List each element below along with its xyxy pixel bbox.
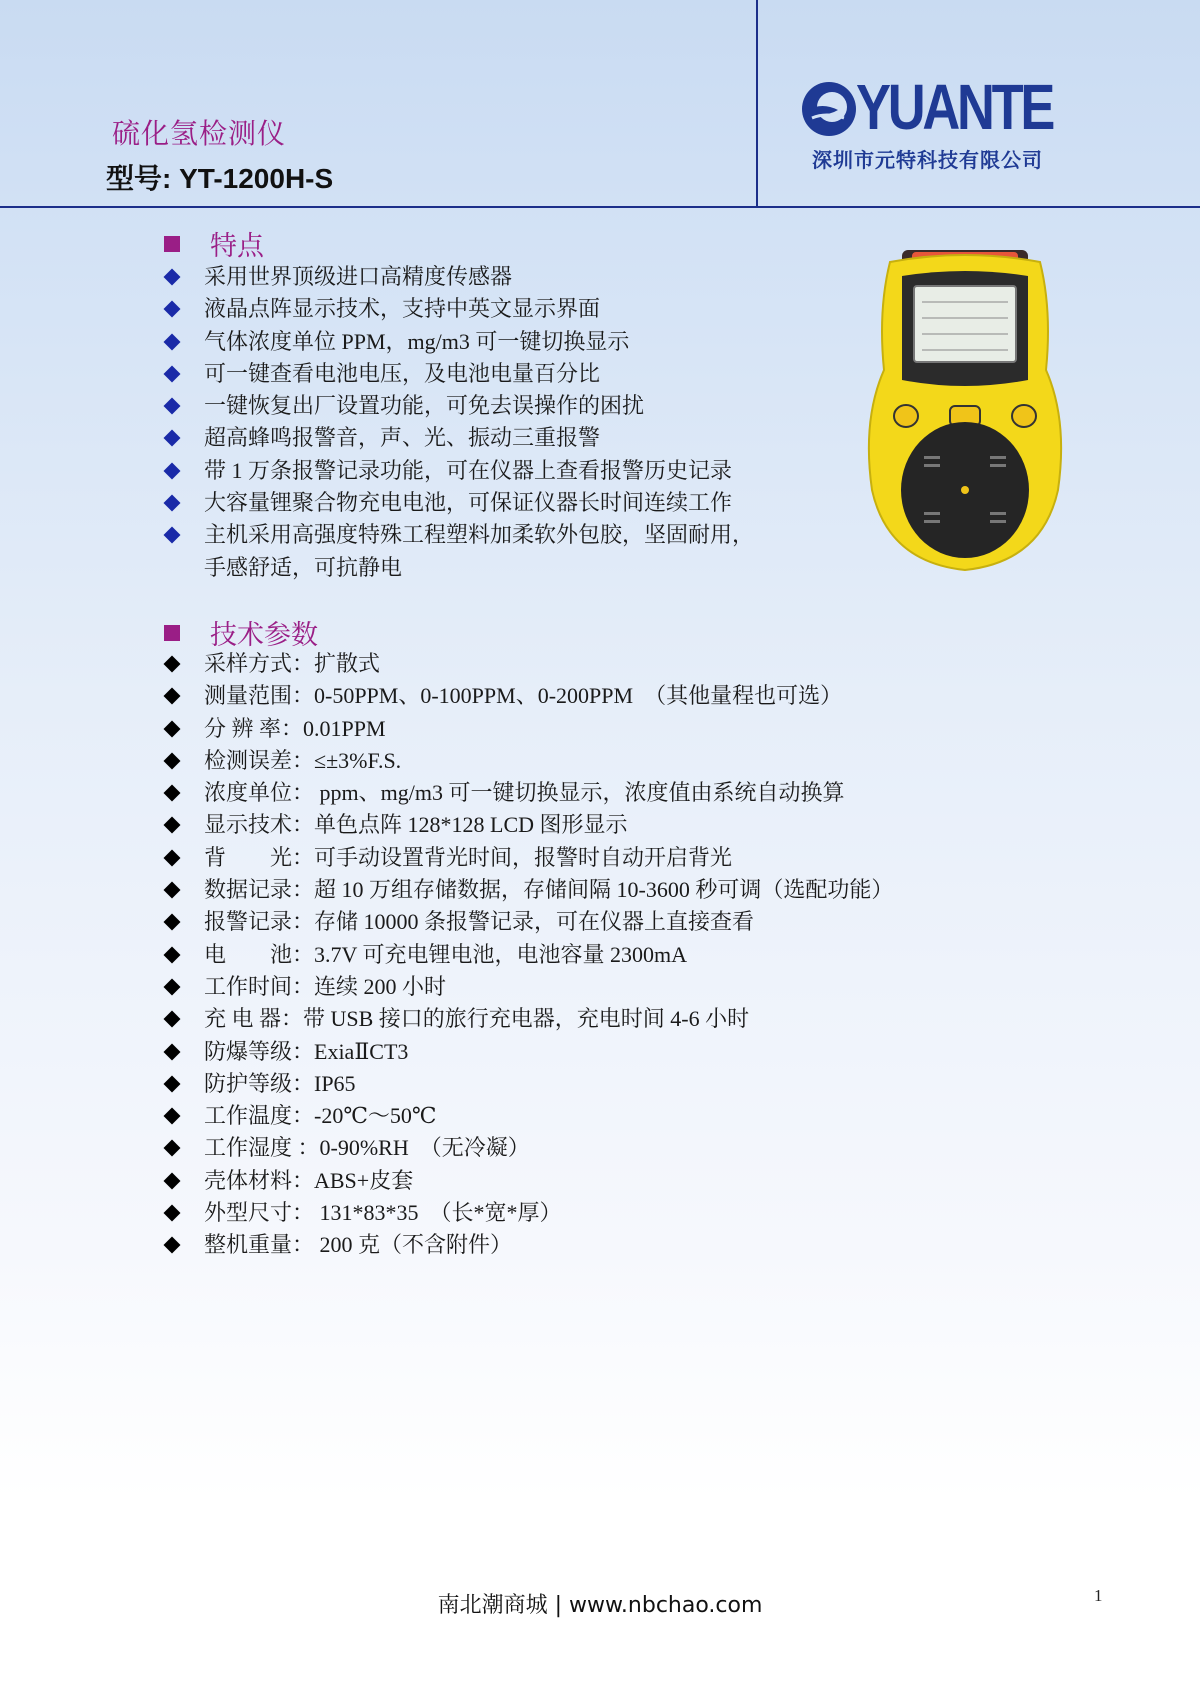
features-list [164,261,754,584]
diamond-bullet-icon [164,914,181,931]
spec-item: 浓度单位： ppm、mg/m3 可一键切换显示，浓度值由系统自动换算 [164,777,893,809]
spec-item: 防护等级：IP65 [164,1068,893,1100]
diamond-bullet-icon [164,978,181,995]
spec-item: 防爆等级：ExiaⅡCT3 [164,1036,893,1068]
diamond-bullet-icon [164,462,181,479]
specs-title: 技术参数 [210,620,318,650]
spec-item: 背 光：可手动设置背光时间，报警时自动开启背光 [164,842,893,874]
diamond-bullet-icon [164,333,181,350]
section-square-icon [164,236,180,252]
feature-item: 一键恢复出厂设置功能，可免去误操作的困扰 [164,390,754,422]
spec-item: 电 池：3.7V 可充电锂电池，电池容量 2300mA [164,939,893,971]
spec-item: 数据记录：超 10 万组存储数据，存储间隔 10-3600 秒可调（选配功能） [164,874,893,906]
diamond-bullet-icon [164,1043,181,1060]
spec-item: 显示技术：单色点阵 128*128 LCD 图形显示 [164,809,893,841]
spec-item: 外型尺寸： 131*83*35 （长*宽*厚） [164,1197,893,1229]
spec-item: 工作时间：连续 200 小时 [164,971,893,1003]
diamond-bullet-icon [164,527,181,544]
feature-item: 大容量锂聚合物充电电池，可保证仪器长时间连续工作 [164,487,754,519]
diamond-bullet-icon [164,1011,181,1028]
diamond-bullet-icon [164,785,181,802]
company-name: 深圳市元特科技有限公司 [812,148,1043,172]
header-divider [756,0,758,206]
footer-link[interactable]: 南北潮商城 | www.nbchao.com [437,1593,763,1618]
spec-item: 采样方式：扩散式 [164,648,893,680]
spec-item: 工作温度：-20℃～50℃ [164,1100,893,1132]
diamond-bullet-icon [164,1075,181,1092]
spec-item: 测量范围：0-50PPM、0-100PPM、0-200PPM （其他量程也可选） [164,680,893,712]
product-name: 硫化氢检测仪 [112,119,287,150]
spec-item: 分 辨 率：0.01PPM [164,713,893,745]
feature-item: 主机采用高强度特殊工程塑料加柔软外包胶，坚固耐用， [164,519,754,551]
spec-item: 整机重量： 200 克（不含附件） [164,1229,893,1261]
brand-wordmark: YUANTE [856,71,1053,143]
diamond-bullet-icon [164,398,181,415]
diamond-bullet-icon [164,688,181,705]
spec-item: 壳体材料：ABS+皮套 [164,1165,893,1197]
diamond-bullet-icon [164,1140,181,1157]
diamond-bullet-icon [164,365,181,382]
diamond-bullet-icon [164,430,181,447]
gas-detector-image [862,250,1068,572]
diamond-bullet-icon [164,1108,181,1125]
diamond-bullet-icon [164,720,181,737]
diamond-bullet-icon [164,1172,181,1189]
features-title: 特点 [210,231,264,261]
feature-item: 气体浓度单位 PPM，mg/m3 可一键切换显示 [164,326,754,358]
diamond-bullet-icon [164,946,181,963]
spec-item: 检测误差：≤±3%F.S. [164,745,893,777]
model-number: 型号: YT-1200H-S [106,163,334,194]
spec-item: 工作湿度 ：0-90%RH （无冷凝） [164,1132,893,1164]
diamond-bullet-icon [164,269,181,286]
page-number: 1 [1094,1586,1103,1605]
feature-item: 采用世界顶级进口高精度传感器 [164,261,754,293]
company-logo [800,71,1060,176]
feature-item: 可一键查看电池电压，及电池电量百分比 [164,358,754,390]
diamond-bullet-icon [164,1205,181,1222]
diamond-bullet-icon [164,817,181,834]
feature-item: 超高蜂鸣报警音，声、光、振动三重报警 [164,422,754,454]
diamond-bullet-icon [164,752,181,769]
section-square-icon [164,625,180,641]
diamond-bullet-icon [164,495,181,512]
page-header [0,0,1200,208]
yuante-logo-icon [800,80,858,138]
diamond-bullet-icon [164,1237,181,1254]
features-heading [164,224,264,263]
feature-item: 带 1 万条报警记录功能，可在仪器上查看报警历史记录 [164,455,754,487]
diamond-bullet-icon [164,656,181,673]
spec-item: 报警记录：存储 10000 条报警记录，可在仪器上直接查看 [164,906,893,938]
diamond-bullet-icon [164,882,181,899]
specs-list [164,648,893,1262]
feature-item: 液晶点阵显示技术，支持中英文显示界面 [164,293,754,325]
spec-item: 充 电 器：带 USB 接口的旅行充电器，充电时间 4-6 小时 [164,1003,893,1035]
diamond-bullet-icon [164,301,181,318]
diamond-bullet-icon [164,849,181,866]
feature-item-continuation: 手感舒适，可抗静电 [204,554,403,580]
specs-heading [164,613,318,652]
